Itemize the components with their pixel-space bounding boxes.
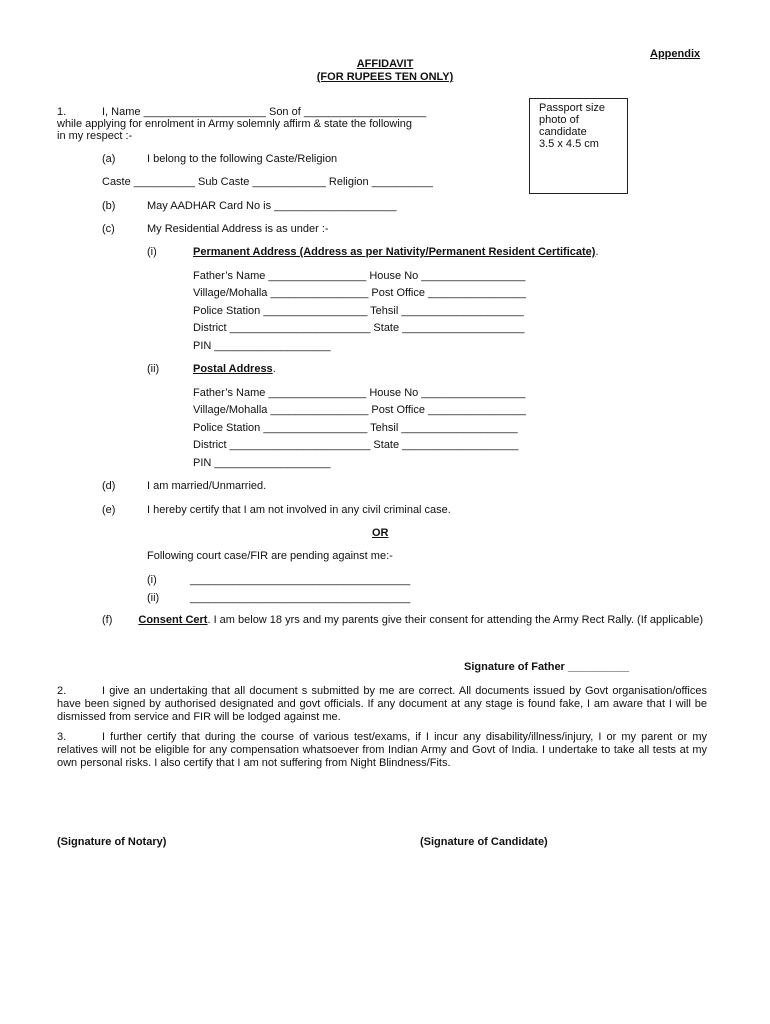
court-case-label-i: (i) <box>147 574 157 586</box>
permanent-police-station-row: Police Station _________________ Tehsil ____________________ <box>193 305 524 317</box>
or-separator: OR <box>372 527 389 539</box>
postal-fathers-name-row: Father’s Name ________________ House No _________________ <box>193 387 526 399</box>
label-c: (c) <box>102 223 115 235</box>
aadhar-line: May AADHAR Card No is ____________________ <box>147 200 397 212</box>
appendix-label: Appendix <box>650 48 701 60</box>
caste-fields-line: Caste __________ Sub Caste ____________ Religion __________ <box>102 176 433 188</box>
label-b: (b) <box>102 200 116 212</box>
permanent-pin-row: PIN ___________________ <box>193 340 331 352</box>
photo-box-line: 3.5 x 4.5 cm <box>539 138 599 150</box>
postal-heading-period: . <box>272 363 276 375</box>
item-3-paragraph <box>57 731 707 770</box>
consent-cert-paragraph <box>57 614 707 627</box>
caste-religion-text: I belong to the following Caste/Religion <box>147 153 338 165</box>
passport-photo-box <box>529 98 628 194</box>
postal-address-heading-line <box>193 363 276 376</box>
marital-status-text: I am married/Unmarried. <box>147 480 267 492</box>
postal-district-row: District _______________________ State ___________________ <box>193 439 519 451</box>
signature-of-father: Signature of Father __________ <box>464 661 630 673</box>
photo-box-line: candidate <box>539 126 587 138</box>
permanent-fathers-name-row: Father’s Name ________________ House No _________________ <box>193 270 526 282</box>
item-2-paragraph <box>57 685 707 724</box>
signature-of-candidate: (Signature of Candidate) <box>420 836 548 848</box>
item-1-number: 1. <box>57 106 67 118</box>
item-1-text-line2: while applying for enrolment in Army solemnly affirm & state the following <box>57 118 413 130</box>
item-2-number: 2. <box>57 685 67 697</box>
label-d: (d) <box>102 480 116 492</box>
permanent-address-heading-line <box>193 246 599 259</box>
document-subtitle: (FOR RUPEES TEN ONLY) <box>316 71 454 83</box>
photo-box-line: Passport size <box>539 102 606 114</box>
label-f: (f) <box>102 614 113 626</box>
court-case-label-ii: (ii) <box>147 592 160 604</box>
permanent-address-heading: Permanent Address (Address as per Nativity/Permanent Resident Certificate) <box>193 246 596 258</box>
postal-address-heading: Postal Address <box>193 363 273 375</box>
postal-pin-row: PIN ___________________ <box>193 457 331 469</box>
court-case-text: Following court case/FIR are pending against me:- <box>147 550 393 562</box>
residential-address-text: My Residential Address is as under :- <box>147 223 329 235</box>
signature-of-notary: (Signature of Notary) <box>57 836 167 848</box>
permanent-village-row: Village/Mohalla ________________ Post Office ________________ <box>193 287 526 299</box>
label-a: (a) <box>102 153 116 165</box>
court-case-line-i: ____________________________________ <box>190 574 411 586</box>
document-title: AFFIDAVIT <box>356 58 414 70</box>
permanent-district-row: District _______________________ State ____________________ <box>193 322 525 334</box>
postal-police-station-row: Police Station _________________ Tehsil ___________________ <box>193 422 518 434</box>
item-3-number: 3. <box>57 731 67 743</box>
name-son-of-line: I, Name ____________________ Son of ____________________ <box>102 106 427 118</box>
permanent-heading-period: . <box>595 246 599 258</box>
court-case-line-ii: ____________________________________ <box>190 592 411 604</box>
civil-case-text: I hereby certify that I am not involved in any civil criminal case. <box>147 504 451 516</box>
postal-village-row: Village/Mohalla ________________ Post Office ________________ <box>193 404 526 416</box>
photo-box-line: photo of <box>539 114 579 126</box>
label-c-ii: (ii) <box>147 363 160 375</box>
label-c-i: (i) <box>147 246 157 258</box>
item-3-text: I further certify that during the course of various test/exams, if I incur any disability/illness/injury, I or my parent or my relatives will not be eligible for any compensation whatsoever from Indian Army and Govt of India. I undertake to take all tests at my own personal risks. I also certify that I am not suffering from Night Blindness/Fits. <box>57 731 707 769</box>
label-e: (e) <box>102 504 116 516</box>
item-1-text-line3: in my respect :- <box>57 130 133 142</box>
consent-cert-heading: Consent Cert <box>138 614 208 626</box>
item-2-text: I give an undertaking that all document s submitted by me are correct. All documents issued by Govt organisation/offices have been signed by authorised designated and govt officials. If any document at any stage is found fake, I am aware that I will be dismissed from service and FIR will be lodged against me. <box>57 685 707 723</box>
consent-cert-text: . I am below 18 yrs and my parents give their consent for attending the Army Rect Rally. (If applicable) <box>207 614 704 626</box>
